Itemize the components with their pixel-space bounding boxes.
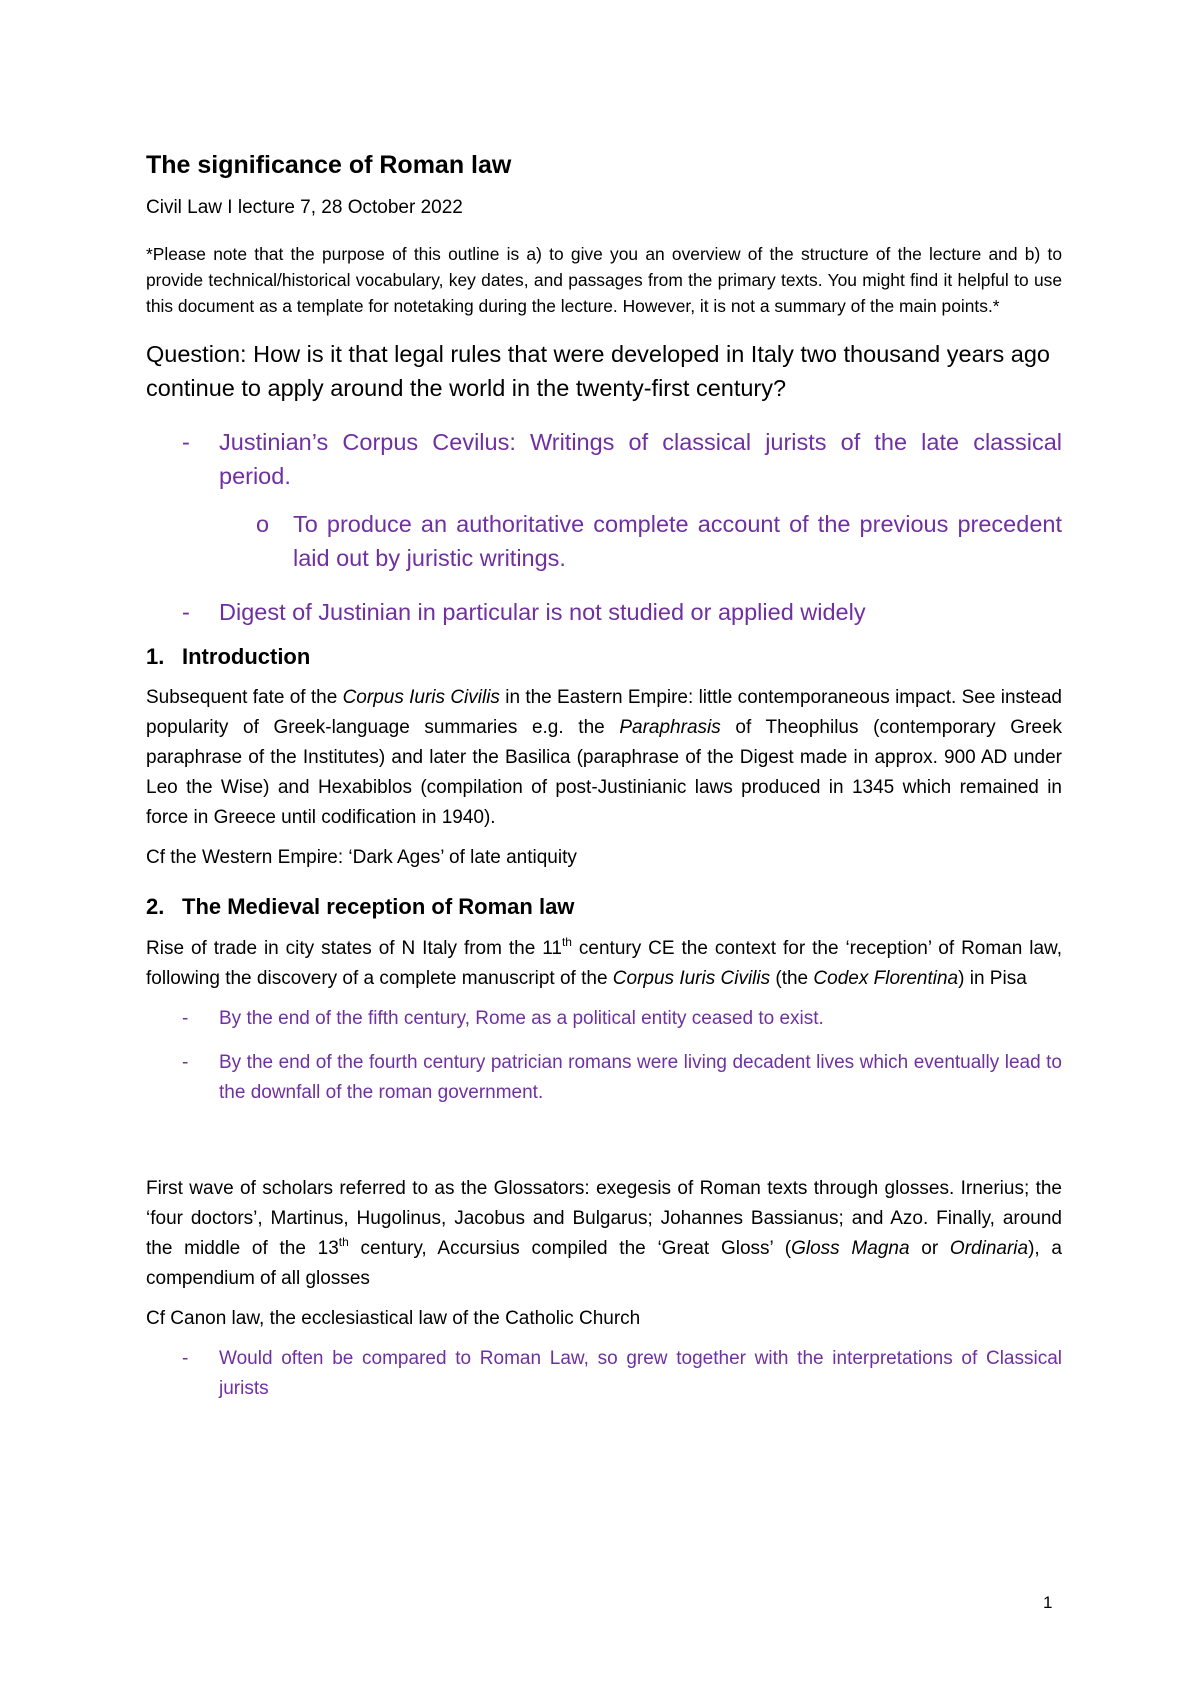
reception-paragraph	[146, 934, 1062, 994]
annotation-text: Digest of Justinian in particular is not studied or applied widely	[219, 598, 866, 625]
italic-term: Corpus Iuris Civilis	[612, 967, 771, 989]
section-heading-medieval-reception	[146, 893, 1062, 922]
annotation-item	[182, 595, 1062, 629]
section-number: 2.	[146, 894, 165, 920]
italic-term: Paraphrasis	[619, 717, 721, 739]
text-run: in the Eastern Empire: little contemporaneous impact. See instead popularity of Greek-language summaries e.g. the	[146, 687, 1062, 739]
section-heading-introduction	[146, 643, 1062, 672]
text-run: ) in Pisa	[958, 967, 1027, 989]
text-run: century CE the context for the ‘reception’ of Roman law, following the discovery of a complete manuscript of the	[146, 937, 1062, 989]
italic-term: Ordinaria	[949, 1237, 1029, 1259]
blank-space	[146, 1122, 1062, 1174]
dash-bullet: -	[182, 1051, 189, 1073]
annotation-subitem	[256, 507, 1062, 575]
document-page	[146, 150, 1062, 1418]
text-run: Rise of trade in city states of N Italy from the 11	[146, 937, 562, 959]
annotation-item	[182, 1048, 1062, 1108]
annotation-item	[182, 1344, 1062, 1404]
annotation-text: By the end of the fifth century, Rome as a political entity ceased to exist.	[219, 1007, 824, 1029]
text-run: (the	[770, 967, 814, 989]
page-subtitle: Civil Law I lecture 7, 28 October 2022	[146, 197, 463, 218]
outline-note: *Please note that the purpose of this outline is a) to give you an overview of the structure of the lecture and b) to provide technical/historical vocabulary, key dates, and passages from the primary texts. You might find it helpful to use this document as a template for notetaking during the lecture. However, it is not a summary of the main points.*	[146, 243, 1062, 316]
italic-term: Corpus Iuris Civilis	[342, 687, 500, 709]
italic-term: Gloss Magna	[791, 1237, 910, 1259]
annotation-subitem-text: To produce an authoritative complete account of the previous precedent laid out by juristic writings.	[293, 510, 1062, 571]
annotation-item	[182, 425, 1062, 493]
dash-bullet: -	[182, 598, 190, 625]
western-empire-paragraph: Cf the Western Empire: ‘Dark Ages’ of late antiquity	[146, 847, 577, 869]
dash-bullet: -	[182, 1007, 189, 1029]
dash-bullet: -	[182, 1347, 189, 1369]
section-number: 1.	[146, 643, 165, 669]
page-number: 1	[1043, 1593, 1053, 1612]
introduction-paragraph	[146, 683, 1062, 833]
glossators-paragraph	[146, 1174, 1062, 1294]
annotation-text: By the end of the fourth century patrician romans were living decadent lives which eventually lead to the downfall of the roman government.	[219, 1051, 1062, 1103]
dash-bullet: -	[182, 428, 190, 455]
section-title: The Medieval reception of Roman law	[182, 894, 575, 920]
superscript: th	[338, 1234, 349, 1249]
section-title: Introduction	[182, 643, 311, 669]
text-run: century, Accursius compiled the ‘Great Gloss’ (	[348, 1237, 792, 1259]
italic-term: Codex Florentina	[813, 967, 959, 989]
lecture-question: Question: How is it that legal rules that were developed in Italy two thousand years ago continue to apply around the world in the twenty-first century?	[146, 340, 1050, 401]
annotation-text: Would often be compared to Roman Law, so grew together with the interpretations of Classical jurists	[219, 1347, 1062, 1399]
text-run: Subsequent fate of the	[146, 687, 343, 709]
text-run: ), a compendium of all glosses	[146, 1237, 1062, 1289]
circle-bullet: o	[256, 510, 270, 537]
annotation-item	[182, 1004, 1062, 1034]
canon-law-paragraph: Cf Canon law, the ecclesiastical law of the Catholic Church	[146, 1307, 641, 1329]
annotation-text: Justinian’s Corpus Cevilus: Writings of classical jurists of the late classical period.	[219, 428, 1062, 489]
page-title: The significance of Roman law	[146, 151, 512, 179]
text-run: or	[909, 1237, 950, 1259]
text-run: First wave of scholars referred to as the Glossators: exegesis of Roman texts through glosses. Irnerius; the ‘four doctors’, Martinus, Hugolinus, Jacobus and Bulgarus; Johannes Bassianus; and Azo. Finally, around the middle of the 13	[146, 1177, 1062, 1259]
text-run: of Theophilus (contemporary Greek paraphrase of the Institutes) and later the Basilica (paraphrase of the Digest made in approx. 900 AD under Leo the Wise) and Hexabiblos (compilation of post-Justinianic laws produced in 1345 which remained in force in Greece until codification in 1940).	[146, 717, 1063, 829]
superscript: th	[561, 934, 572, 949]
